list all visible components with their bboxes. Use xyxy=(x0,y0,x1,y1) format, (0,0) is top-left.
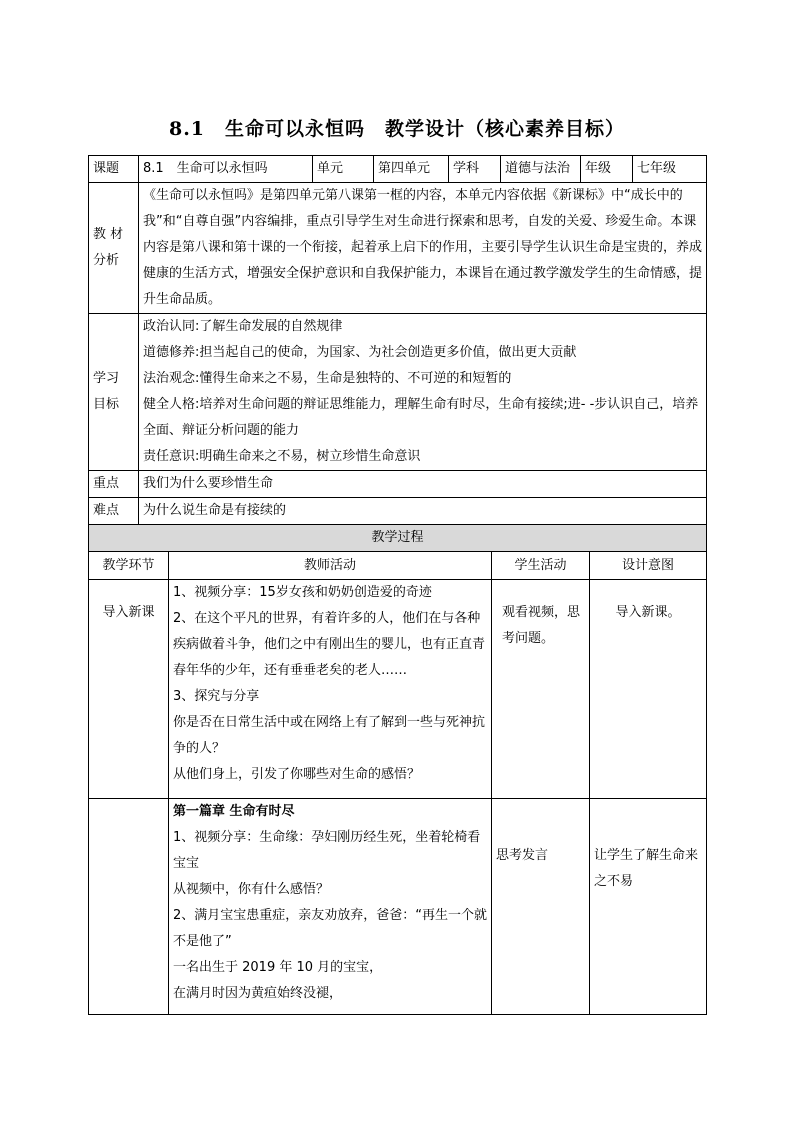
goal-responsibility: 责任意识:明确生命来之不易，树立珍惜生命意识 xyxy=(143,449,421,464)
teacher-intro-line4: 你是否在日常生活中或在网络上有了解到一些与死神抗争的人？ xyxy=(173,715,486,756)
key-point-text: 我们为什么要珍惜生命 xyxy=(139,471,707,498)
teacher-intro-line1: 1、视频分享：15岁女孩和奶奶创造爱的奇迹 xyxy=(173,585,432,600)
process-row-intro xyxy=(89,580,707,799)
student-intro: 观看视频，思考问题。 xyxy=(492,580,590,799)
process-column-headers xyxy=(89,552,707,580)
info-row xyxy=(89,156,707,183)
header-intent: 设计意图 xyxy=(590,552,707,580)
difficult-point-label: 难点 xyxy=(89,498,139,525)
topic-value: 8.1 生命可以永恒吗 xyxy=(139,156,313,183)
analysis-label-line2: 分析 xyxy=(93,253,120,268)
difficult-point-text: 为什么说生命是有接续的 xyxy=(139,498,707,525)
goals-label-line1: 学习 xyxy=(93,371,120,386)
unit-label: 单元 xyxy=(313,156,374,183)
analysis-row xyxy=(89,183,707,314)
process-table xyxy=(88,551,707,1015)
stage-intro: 导入新课 xyxy=(89,580,169,799)
header-teacher: 教师活动 xyxy=(169,552,492,580)
goal-law: 法治观念:懂得生命来之不易，生命是独特的、不可逆的和短暂的 xyxy=(143,371,512,386)
difficult-point-row xyxy=(89,498,707,525)
key-point-row xyxy=(89,471,707,498)
goal-personality: 健全人格:培养对生命问题的辩证思维能力，理解生命有时尽，生命有接续;进- -步认识自己，培养全面、辩证分析问题的能力 xyxy=(143,397,699,438)
subject-value: 道德与法治 xyxy=(501,156,581,183)
chapter1-heading: 第一篇章 生命有时尽 xyxy=(173,804,295,819)
intent-intro: 导入新课。 xyxy=(590,580,707,799)
goals-text xyxy=(139,314,707,471)
subject-label: 学科 xyxy=(449,156,501,183)
header-student: 学生活动 xyxy=(492,552,590,580)
header-stage: 教学环节 xyxy=(89,552,169,580)
teacher-chapter1 xyxy=(169,799,492,1015)
teacher-chapter1-line3: 2、满月宝宝患重症，亲友劝放弃，爸爸：“再生一个就不是他了” xyxy=(173,908,488,949)
grade-value: 七年级 xyxy=(633,156,707,183)
goal-moral: 道德修养:担当起自己的使命，为国家、为社会创造更多价值，做出更大贡献 xyxy=(143,345,577,360)
teacher-intro-line2: 2、在这个平凡的世界，有着许多的人，他们在与各种疾病做着斗争，他们之中有刚出生的婴儿，也有正直青春年华的少年，还有垂垂老矣的老人…… xyxy=(173,611,486,678)
teacher-chapter1-line5: 在满月时因为黄疸始终没褪， xyxy=(173,986,343,1001)
process-header-row xyxy=(89,525,707,552)
grade-label: 年级 xyxy=(581,156,633,183)
goals-label xyxy=(89,314,139,471)
stage-chapter1 xyxy=(89,799,169,1015)
analysis-label xyxy=(89,183,139,314)
document-title: 8.1 生命可以永恒吗 教学设计（核心素养目标） xyxy=(168,118,626,140)
teacher-intro xyxy=(169,580,492,799)
process-header: 教学过程 xyxy=(89,525,707,552)
goal-political: 政治认同:了解生命发展的自然规律 xyxy=(143,319,343,334)
key-point-label: 重点 xyxy=(89,471,139,498)
teacher-intro-line5: 从他们身上，引发了你哪些对生命的感悟？ xyxy=(173,767,421,782)
teacher-intro-line3: 3、探究与分享 xyxy=(173,689,260,704)
teacher-chapter1-line1: 1、视频分享：生命缘：孕妇刚历经生死，坐着轮椅看宝宝 xyxy=(173,830,481,871)
lesson-plan-table xyxy=(88,155,707,552)
unit-value: 第四单元 xyxy=(374,156,449,183)
analysis-text: 《生命可以永恒吗》是第四单元第八课第一框的内容，本单元内容依据《新课标》中“成长中的我”和“自尊自强”内容编排，重点引导学生对生命进行探索和思考，自发的关爱、珍爱生命。本课内容是第八课和第十课的一个衔接，起着承上启下的作用，主要引导学生认识生命是宝贵的，养成健康的生活方式，增强安全保护意识和自我保护能力，本课旨在通过教学激发学生的生命情感，提升生命品质。 xyxy=(139,183,707,314)
intent-chapter1: 让学生了解生命来之不易 xyxy=(590,799,707,1015)
goals-label-line2: 目标 xyxy=(93,397,120,412)
analysis-label-line1: 教 材 xyxy=(93,227,124,242)
student-chapter1: 思考发言 xyxy=(492,799,590,1015)
process-row-chapter1 xyxy=(89,799,707,1015)
topic-label: 课题 xyxy=(89,156,139,183)
teacher-chapter1-line4: 一名出生于 2019 年 10 月的宝宝， xyxy=(173,960,383,975)
teacher-chapter1-line2: 从视频中，你有什么感悟？ xyxy=(173,882,330,897)
goals-row xyxy=(89,314,707,471)
